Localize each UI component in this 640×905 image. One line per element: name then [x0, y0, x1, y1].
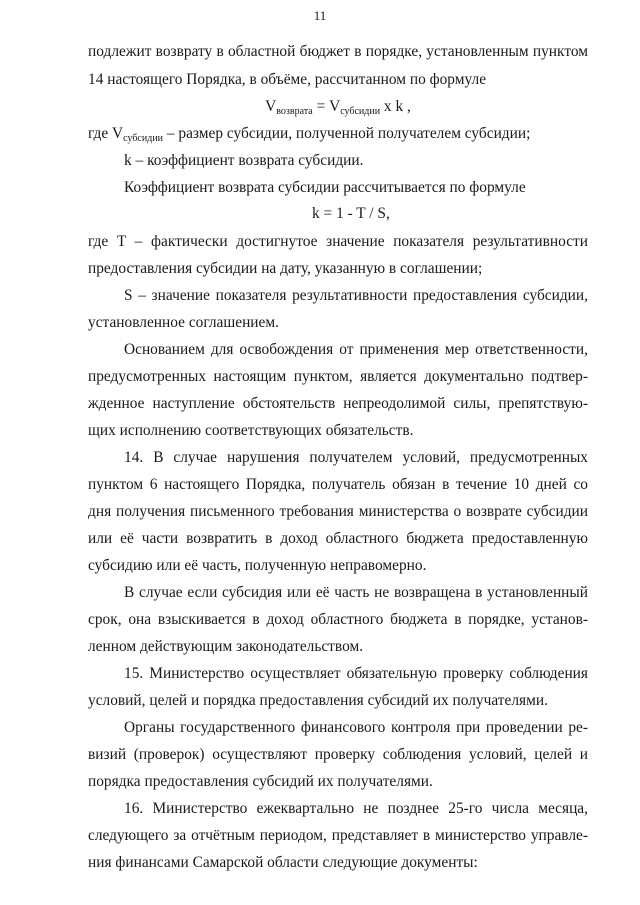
- text-line: срок, она взыскивается в доход областного бюджета в порядке, установ-: [88, 611, 588, 628]
- text-line: порядка предоставления субсидий их получателями.: [88, 773, 433, 790]
- text-line: визий (проверок) осуществляют проверку соблюдения условий, целей и: [88, 746, 588, 763]
- text-line: щих исполнению соответствующих обязательств.: [88, 422, 414, 439]
- text-line: 14. В случае нарушения получателем условий, предусмотренных: [124, 449, 588, 466]
- text-line: предусмотренных настоящим пунктом, является документально подтвер-: [88, 368, 588, 385]
- text-line: жденное наступление обстоятельств непреодолимой силы, препятствую-: [88, 395, 588, 412]
- formula-return-volume: $V_{возврата} = V_{субсидии}$ x k ,: [265, 98, 411, 117]
- text-line: дня получения письменного требования министерства о возврате субсидии: [88, 503, 588, 520]
- page-number: 11: [313, 8, 327, 23]
- text-line: подлежит возврату в областной бюджет в порядке, установленным пунктом: [88, 43, 588, 60]
- text-line: Коэффициент возврата субсидии рассчитывается по формуле: [124, 179, 526, 196]
- text-line: 14 настоящего Порядка, в объёме, рассчитанном по формуле: [88, 71, 487, 88]
- text-line: Основанием для освобождения от применения мер ответственности,: [124, 341, 588, 358]
- text-line: В случае если субсидия или её часть не возвращена в установленный: [124, 584, 588, 601]
- text-line: условий, целей и порядка предоставления субсидий их получателями.: [88, 692, 548, 709]
- text-line: пунктом 6 настоящего Порядка, получатель обязан в течение 10 дней со: [88, 476, 588, 493]
- text-line: ленном действующим законодательством.: [88, 638, 364, 655]
- text-line: Органы государственного финансового контроля при проведении ре-: [124, 719, 588, 736]
- text-line: 16. Министерство ежеквартально не позднее 25-го числа месяца,: [124, 800, 588, 817]
- text-line: 15. Министерство осуществляет обязательную проверку соблюдения: [124, 665, 588, 682]
- formula-coefficient: k = 1 - T / S,: [312, 205, 390, 222]
- text-line: ния финансами Самарской области следующие документы:: [88, 854, 478, 871]
- text-line: k – коэффициент возврата субсидии.: [124, 152, 364, 169]
- text-line: следующего за отчётным периодом, представляет в министерство управле-: [88, 827, 588, 844]
- where-definition-line: где $V_{субсидии}$ – размер субсидии, полученной получателем субсидии;: [88, 125, 531, 144]
- text-line: или её части возвратить в доход областного бюджета предоставленную: [88, 530, 588, 547]
- text-line: установленное соглашением.: [88, 314, 279, 331]
- text-line: S – значение показателя результативности предоставления субсидии,: [124, 287, 588, 304]
- text-line: предоставления субсидии на дату, указанную в соглашении;: [88, 260, 483, 277]
- text-line: субсидию или её часть, полученную неправомерно.: [88, 557, 427, 574]
- text-line: где T – фактически достигнутое значение показателя результативности: [88, 233, 588, 250]
